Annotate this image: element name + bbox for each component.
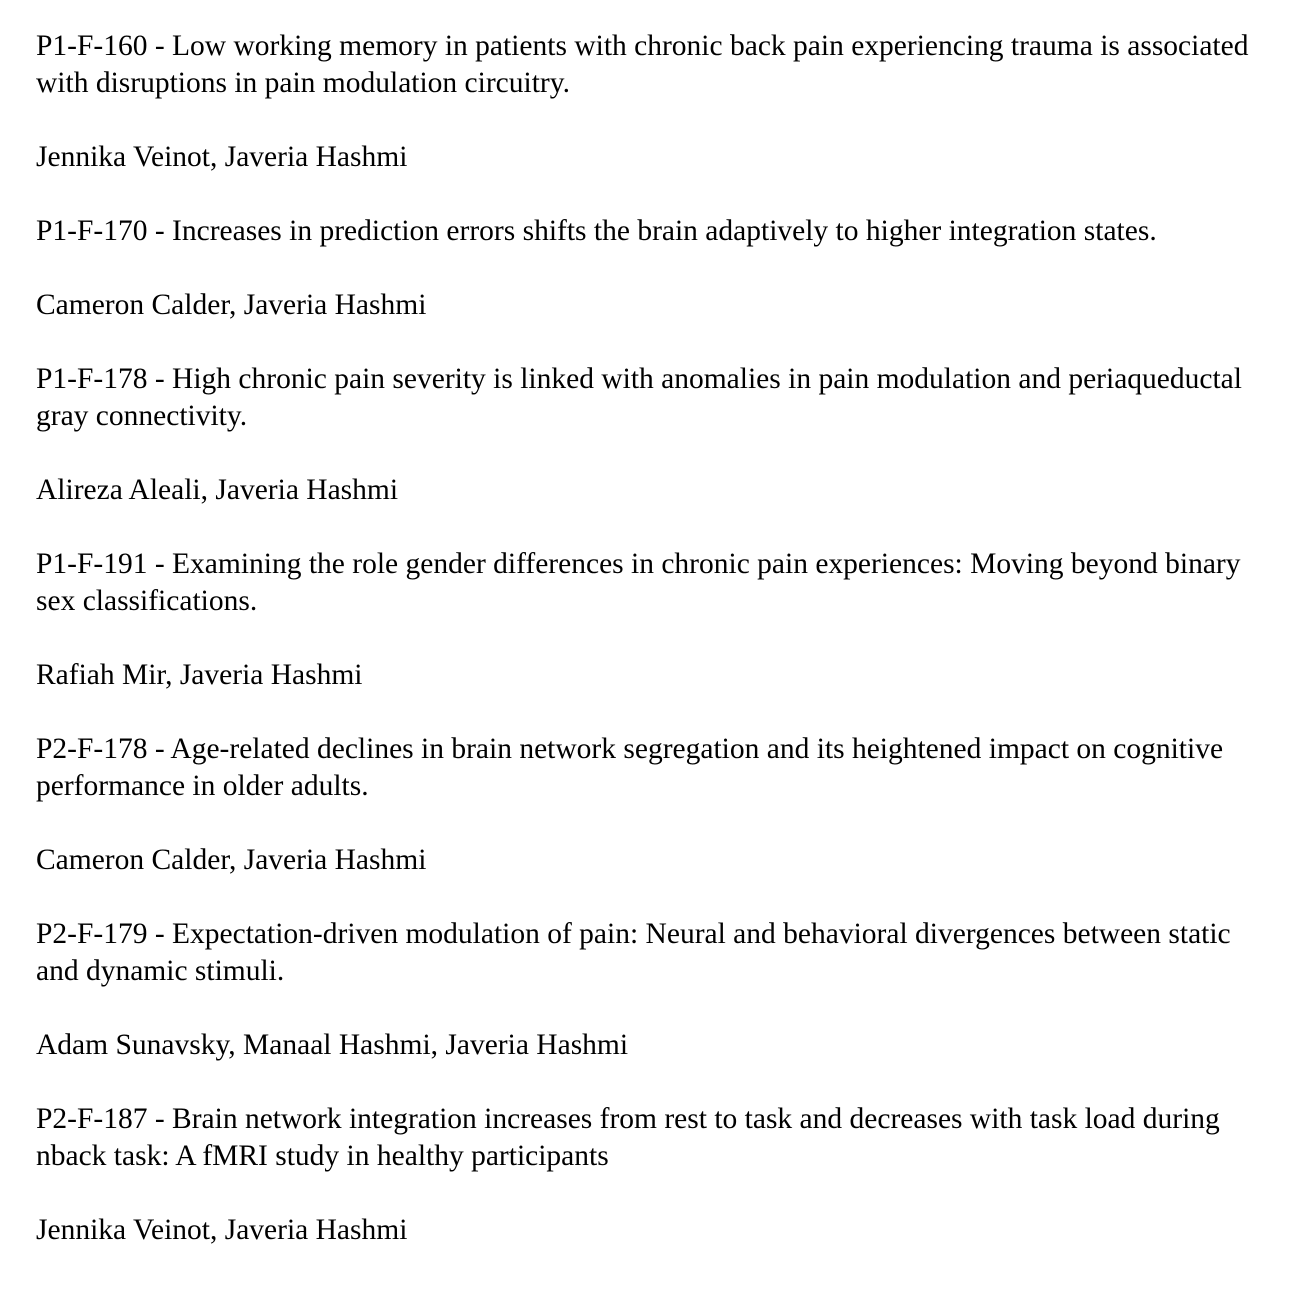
poster-entry xyxy=(36,1101,1276,1249)
poster-authors: Cameron Calder, Javeria Hashmi xyxy=(36,844,427,876)
poster-title: P1-F-191 - Examining the role gender differences in chronic pain experiences: Moving beyond binary sex classifications. xyxy=(36,548,1241,617)
poster-title: P2-F-179 - Expectation-driven modulation of pain: Neural and behavioral divergences between static and dynamic stimuli. xyxy=(36,918,1231,987)
poster-title: P2-F-178 - Age-related declines in brain network segregation and its heightened impact on cognitive performance in older adults. xyxy=(36,733,1224,802)
poster-authors: Jennika Veinot, Javeria Hashmi xyxy=(36,141,408,173)
poster-authors: Adam Sunavsky, Manaal Hashmi, Javeria Hashmi xyxy=(36,1029,629,1061)
poster-title: P2-F-187 - Brain network integration increases from rest to task and decreases with task load during nback task: A fMRI study in healthy participants xyxy=(36,1103,1220,1172)
poster-entry xyxy=(36,213,1276,324)
document-page xyxy=(36,28,1276,1286)
poster-entry xyxy=(36,916,1276,1064)
poster-title: P1-F-178 - High chronic pain severity is linked with anomalies in pain modulation and periaqueductal gray connectivity. xyxy=(36,363,1242,432)
poster-title: P1-F-160 - Low working memory in patients with chronic back pain experiencing trauma is associated with disruptions in pain modulation circuitry. xyxy=(36,30,1249,99)
poster-title: P1-F-170 - Increases in prediction errors shifts the brain adaptively to higher integration states. xyxy=(36,215,1157,247)
poster-entry xyxy=(36,546,1276,694)
poster-authors: Rafiah Mir, Javeria Hashmi xyxy=(36,659,363,691)
poster-authors: Alireza Aleali, Javeria Hashmi xyxy=(36,474,399,506)
poster-entry xyxy=(36,28,1276,176)
poster-authors: Jennika Veinot, Javeria Hashmi xyxy=(36,1214,408,1246)
poster-entry xyxy=(36,731,1276,879)
poster-authors: Cameron Calder, Javeria Hashmi xyxy=(36,289,427,321)
poster-entry xyxy=(36,361,1276,509)
